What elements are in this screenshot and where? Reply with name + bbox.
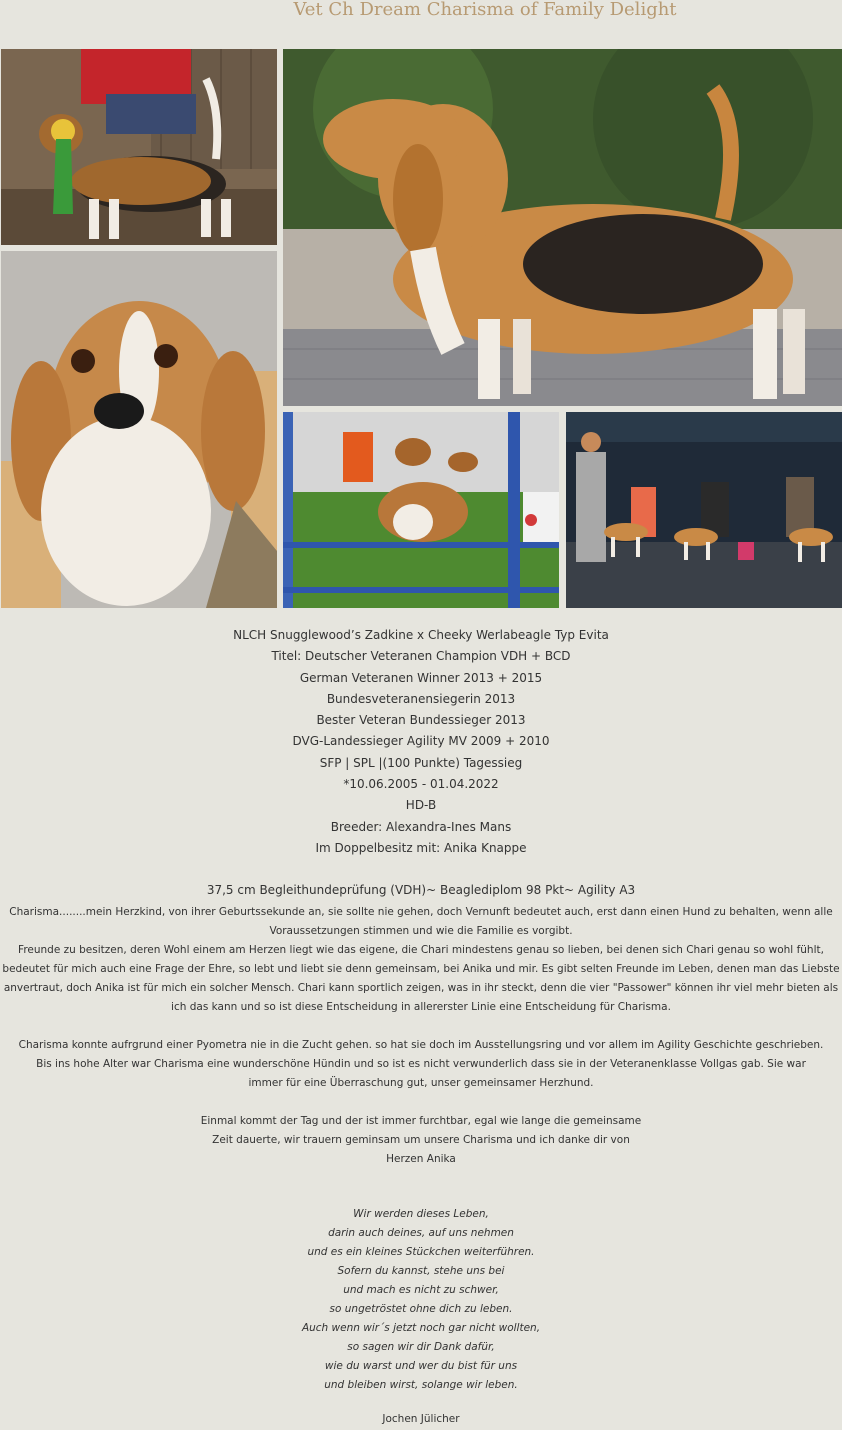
story-paragraph: Zeit dauerte, wir trauern geminsam um unsere Charisma und ich danke dir von bbox=[212, 1134, 630, 1146]
story-paragraph: Einmal kommt der Tag und der ist immer furchtbar, egal wie lange die gemeinsame bbox=[200, 1115, 642, 1127]
story-paragraph: Herzen Anika bbox=[386, 1153, 456, 1165]
poem-line: Sofern du kannst, stehe uns bei bbox=[337, 1265, 505, 1277]
info-line: NLCH Snugglewood’s Zadkine x Cheeky Werlabeagle Typ Evita bbox=[233, 628, 609, 642]
info-line: Bester Veteran Bundessieger 2013 bbox=[316, 713, 526, 728]
story-paragraph: Charisma........mein Herzkind, von ihrer Geburtssekunde an, sie sollte nie gehen, doch Vernunft bedeutet auch, erst dann einen Hund zu behalten, wenn alle Voraussetzungen stimmen und wie die Familie es vorgibt. bbox=[9, 906, 833, 937]
poem-block bbox=[0, 1205, 842, 1395]
info-line: Im Doppelbesitz mit: Anika Knappe bbox=[315, 840, 527, 855]
poem-line: so ungetröstet ohne dich zu leben. bbox=[329, 1303, 513, 1315]
poem-line: und bleiben wirst, solange wir leben. bbox=[324, 1379, 518, 1391]
story-paragraph: Freunde zu besitzen, deren Wohl einem am Herzen liegt wie das eigene, die Chari mindestens genau so lieben, bei denen sich Chari genau so wohl fühlt, bedeutet für mich auch eine Frage der Ehre, so lebt und liebt sie denn gemeinsam, bei Anika und mir. Es gibt selten Freunde im Leben, denen man das Liebste anvertraut, doch Anika ist für mich ein solcher Mensch. Chari kann sportlich zeigen, was in ihr steckt, denn die vier "Passower" können ihr viel mehr bieten als ich das kann und so ist diese Entscheidung in allererster Linie eine Entscheidung für Charisma. bbox=[2, 944, 840, 1013]
poem-line: Auch wenn wir´s jetzt noch gar nicht wollten, bbox=[301, 1322, 541, 1334]
poem-line: und mach es nicht zu schwer, bbox=[343, 1284, 499, 1296]
photo-beagle-agility[interactable] bbox=[283, 412, 559, 608]
photo-beagle-side[interactable] bbox=[283, 49, 842, 406]
poem-line: und es ein kleines Stückchen weiterführen. bbox=[307, 1246, 535, 1258]
info-line: Breeder: Alexandra-Ines Mans bbox=[330, 819, 512, 834]
info-line: Bundesveteranensiegerin 2013 bbox=[326, 691, 516, 706]
info-size-line: 37,5 cm Begleithundeprüfung (VDH)~ Beaglediplom 98 Pkt~ Agility A3 bbox=[206, 883, 636, 898]
story-paragraph: Charisma konnte aufrgrund einer Pyometra nie in die Zucht gehen. so hat sie doch im Ausstellungsring und vor allem im Agility Geschichte geschrieben. bbox=[18, 1039, 824, 1051]
poem-line: wie du warst und wer du bist für uns bbox=[324, 1360, 518, 1372]
photo-beagle-rosette[interactable] bbox=[1, 49, 277, 245]
info-line: HD-B bbox=[405, 798, 437, 813]
info-line: DVG-Landessieger Agility MV 2009 + 2010 bbox=[292, 734, 550, 749]
info-line: German Veteranen Winner 2013 + 2015 bbox=[299, 670, 543, 685]
poem-line: so sagen wir dir Dank dafür, bbox=[347, 1341, 495, 1353]
info-line: Titel: Deutscher Veteranen Champion VDH + BCD bbox=[271, 649, 571, 664]
dog-info-block bbox=[0, 625, 842, 902]
page-title: Vet Ch Dream Charisma of Family Delight bbox=[293, 0, 677, 20]
photo-dog-show[interactable] bbox=[566, 412, 842, 608]
story-paragraph: Bis ins hohe Alter war Charisma eine wunderschöne Hündin und so ist es nicht verwunderlich dass sie in der Veteranenklasse Vollgas gab. Sie war immer für eine Überraschung gut, unser gemeinsamer Herzhund. bbox=[36, 1058, 806, 1089]
story-block bbox=[0, 903, 842, 1169]
photo-beagle-portrait[interactable] bbox=[1, 251, 277, 608]
info-line: SFP | SPL |(100 Punkte) Tagessieg bbox=[319, 755, 523, 770]
poem-line: Wir werden dieses Leben, bbox=[353, 1208, 489, 1220]
poem-line: darin auch deines, auf uns nehmen bbox=[328, 1227, 514, 1239]
info-line: *10.06.2005 - 01.04.2022 bbox=[343, 777, 499, 792]
poem-author: Jochen Jülicher bbox=[382, 1413, 460, 1425]
